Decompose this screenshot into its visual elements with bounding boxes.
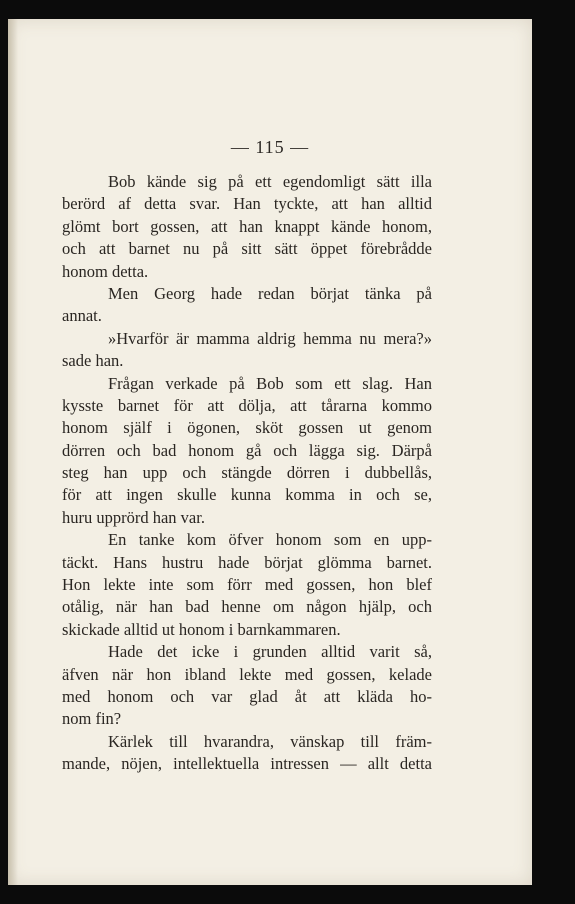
text-line: skickade alltid ut honom i barnkammaren.: [62, 619, 341, 639]
text-line: kysste barnet för att dölja, att tårarna kommo: [62, 395, 432, 415]
text-line: Hade det icke i grunden alltid varit så,: [108, 642, 432, 662]
text-line: mande, nöjen, intellektuella intressen — allt detta: [62, 754, 432, 774]
page-number: — 115 —: [230, 137, 310, 157]
text-line: Bob kände sig på ett egendomligt sätt illa: [108, 172, 432, 191]
text-line: otålig, när han bad henne om någon hjälp, och: [62, 597, 432, 617]
text-line: dörren och bad honom gå och lägga sig. Därpå: [62, 440, 432, 460]
text-line: »Hvarför är mamma aldrig hemma nu mera?»: [108, 328, 432, 348]
text-line: sade han.: [62, 351, 124, 371]
text-line: täckt. Hans hustru hade börjat glömma barnet.: [62, 552, 432, 572]
text-line: honom detta.: [62, 261, 149, 281]
text-line: Frågan verkade på Bob som ett slag. Han: [108, 373, 432, 393]
body-text: [62, 171, 432, 776]
text-line: berörd af detta svar. Han tyckte, att han alltid: [62, 194, 432, 214]
text-line: äfven när hon ibland lekte med gossen, kelade: [62, 664, 432, 684]
book-page: [8, 19, 532, 885]
text-line: för att ingen skulle kunna komma in och se,: [62, 485, 432, 505]
text-line: annat.: [62, 306, 102, 326]
text-line: Hon lekte inte som förr med gossen, hon blef: [62, 575, 432, 595]
text-line: och att barnet nu på sitt sätt öppet förebrådde: [62, 239, 432, 259]
text-line: huru upprörd han var.: [62, 507, 205, 527]
text-line: nom fin?: [62, 709, 122, 729]
text-line: Kärlek till hvarandra, vänskap till främ-: [108, 731, 432, 751]
text-line: Men Georg hade redan börjat tänka på: [108, 283, 432, 303]
text-line: glömt bort gossen, att han knappt kände honom,: [62, 216, 432, 236]
text-line: honom själf i ögonen, sköt gossen ut genom: [62, 418, 432, 438]
text-line: En tanke kom öfver honom som en upp-: [108, 530, 432, 550]
text-line: steg han upp och stängde dörren i dubbellås,: [62, 463, 432, 483]
text-line: med honom och var glad åt att kläda ho-: [62, 686, 432, 706]
